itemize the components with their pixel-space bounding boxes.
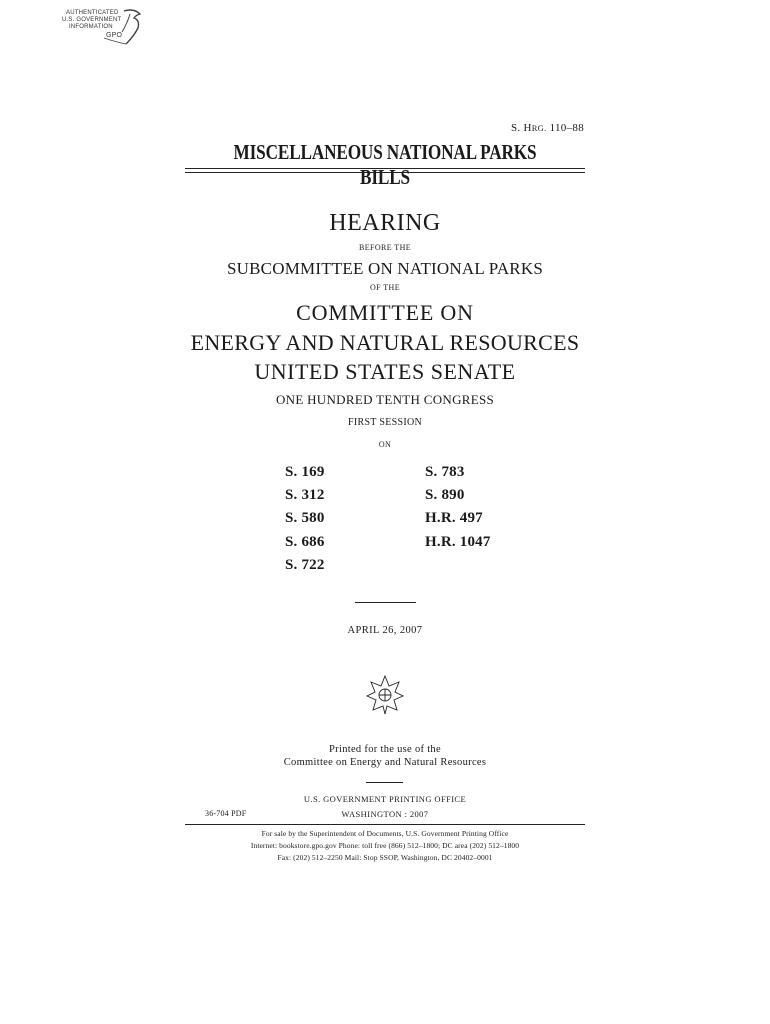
printed-for-line-1: Printed for the use of the <box>329 744 441 755</box>
bill-item: S. 312 <box>285 487 325 503</box>
bill-item: S. 580 <box>285 510 325 526</box>
bill-item: S. 783 <box>425 464 465 480</box>
gpo-authentication-seal <box>60 6 160 50</box>
hearing-date: APRIL 26, 2007 <box>347 625 423 636</box>
footer-rule <box>185 824 585 825</box>
bill-item: S. 169 <box>285 464 325 480</box>
title-rule-bottom <box>185 172 585 173</box>
committee-line-2: ENERGY AND NATURAL RESOURCES <box>190 330 580 355</box>
jacket-number: 36-704 PDF <box>205 809 247 818</box>
printed-for-line-2: Committee on Energy and Natural Resources <box>283 757 487 768</box>
sale-info-line-3: Fax: (202) 512–2250 Mail: Stop SSOP, Washington, DC 20402–0001 <box>277 853 493 862</box>
committee-line-3: UNITED STATES SENATE <box>254 359 516 384</box>
seal-line-1: AUTHENTICATED <box>66 10 119 16</box>
gpo-ornament-icon <box>365 674 405 716</box>
on-label: ON <box>378 440 392 449</box>
document-title: MISCELLANEOUS NATIONAL PARKS BILLS <box>233 140 537 189</box>
sale-info-line-2: Internet: bookstore.gpo.gov Phone: toll free (866) 512–1800; DC area (202) 512–1800 <box>250 841 520 850</box>
bill-item: H.R. 497 <box>425 510 483 526</box>
congress-label: ONE HUNDRED TENTH CONGRESS <box>275 392 495 407</box>
hearing-heading: HEARING <box>329 210 441 236</box>
title-rule-top <box>185 168 585 169</box>
bill-item: H.R. 1047 <box>425 534 491 550</box>
bill-item: S. 686 <box>285 534 325 550</box>
session-label: FIRST SESSION <box>347 417 423 428</box>
bill-item: S. 890 <box>425 487 465 503</box>
section-divider <box>355 602 416 603</box>
section-divider <box>366 782 403 783</box>
committee-line-1: COMMITTEE ON <box>296 300 474 325</box>
place-and-year: WASHINGTON : 2007 <box>341 809 429 819</box>
bill-item: S. 722 <box>285 557 325 573</box>
subcommittee-name: SUBCOMMITTEE ON NATIONAL PARKS <box>227 259 543 278</box>
printer-name: U.S. GOVERNMENT PRINTING OFFICE <box>303 794 467 804</box>
before-the-label: BEFORE THE <box>358 243 412 252</box>
seal-line-2: U.S. GOVERNMENT <box>62 17 122 23</box>
eagle-icon <box>60 6 160 50</box>
seal-line-4: GPO <box>106 32 123 39</box>
hearing-number: S. HRG. 110–88 <box>510 122 584 134</box>
sale-info-line-1: For sale by the Superintendent of Documents, U.S. Government Printing Office <box>261 829 509 838</box>
seal-line-3: INFORMATION <box>69 24 113 30</box>
of-the-label: OF THE <box>369 283 401 292</box>
